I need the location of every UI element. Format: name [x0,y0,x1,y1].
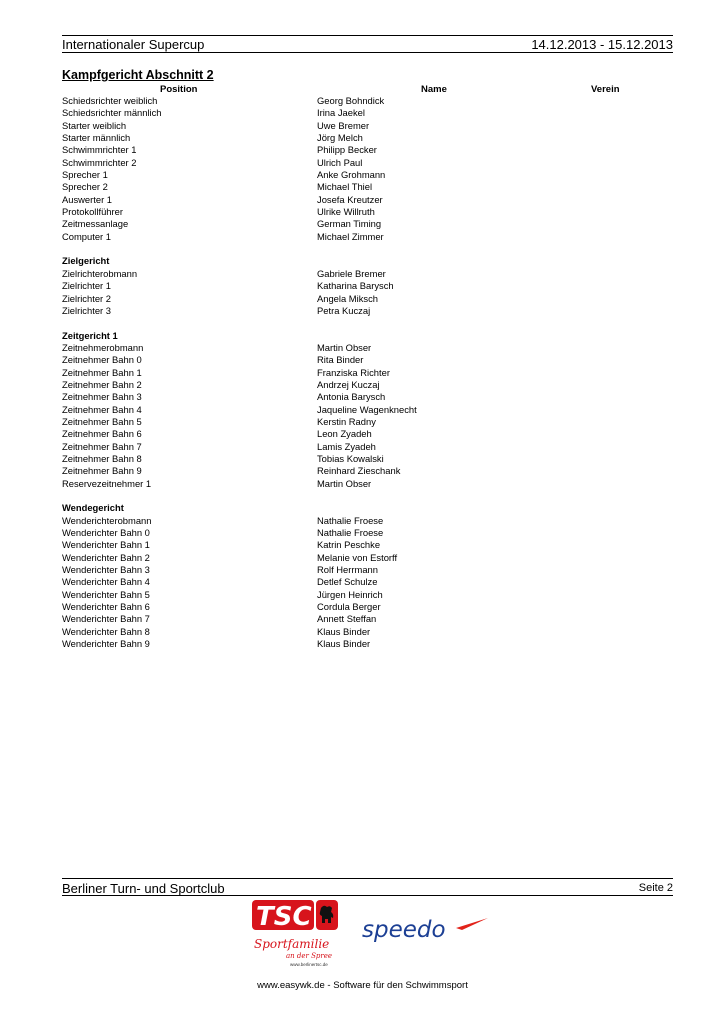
name-cell: Ulrike Willruth [317,206,375,218]
column-header-position: Position [160,84,198,95]
table-row [62,206,673,218]
name-cell: Michael Thiel [317,181,373,193]
position-cell: Starter männlich [62,132,131,144]
speedo-boomerang-icon [456,918,488,930]
position-cell: Protokollführer [62,206,123,218]
position-cell: Schwimmrichter 1 [62,144,137,156]
table-row [62,515,673,527]
name-cell: Nathalie Froese [317,514,384,526]
section-title: Kampfgericht Abschnitt 2 [62,68,214,82]
tsc-slogan-line1: Sportfamilie [254,937,330,951]
table-row [62,169,673,181]
table-row [62,120,673,132]
table-row [62,157,673,169]
table-row [62,268,673,280]
name-cell: Leon Zyadeh [317,428,372,440]
name-cell: Klaus Binder [317,625,371,637]
position-cell: Schiedsrichter männlich [62,107,162,119]
sponsor-logos [252,898,492,970]
header-rule-top [62,35,673,36]
name-cell: German Timing [317,218,382,230]
header-rule-bottom [62,52,673,53]
position-cell: Wenderichter Bahn 6 [62,601,150,613]
table-row [62,552,673,564]
table-row [62,379,673,391]
tsc-url: www.berlinertsc.de [290,962,328,967]
position-cell: Wenderichter Bahn 9 [62,638,150,650]
table-row [62,638,673,650]
name-cell: Annett Steffan [317,613,377,625]
tsc-slogan-line2: an der Spree [286,952,333,960]
position-cell: Zeitnehmer Bahn 5 [62,415,142,427]
position-cell: Schiedsrichter weiblich [62,95,158,106]
position-cell: Zeitnehmer Bahn 4 [62,403,142,415]
table-row [62,441,673,453]
name-cell: Jörg Melch [317,132,363,144]
name-cell: Nathalie Froese [317,527,384,539]
position-cell: Auswerter 1 [62,193,113,205]
name-cell: Kerstin Radny [317,415,376,427]
name-cell: Michael Zimmer [317,230,384,242]
name-cell: Anke Grohmann [317,169,386,181]
group-heading: Wendegericht [62,502,124,514]
table-row [62,354,673,366]
speedo-logo [362,917,488,943]
position-cell: Wenderichter Bahn 0 [62,527,150,539]
table-row [62,428,673,440]
table-row [62,453,673,465]
position-cell: Zeitnehmer Bahn 1 [62,366,142,378]
footer-rule-bottom [62,895,673,896]
spacer-row [62,317,673,329]
position-cell: Sprecher 2 [62,181,108,193]
position-cell: Zeitnehmer Bahn 0 [62,354,142,366]
name-cell: Melanie von Estorff [317,551,398,563]
position-cell: Wenderichter Bahn 2 [62,551,150,563]
table-row [62,465,673,477]
table-row [62,231,673,243]
table-row [62,107,673,119]
position-cell: Zeitnehmerobmann [62,341,144,353]
group-heading-row [62,502,673,514]
name-cell: Philipp Becker [317,144,377,156]
name-cell: Katrin Peschke [317,539,381,551]
table-row [62,367,673,379]
event-date-range: 14.12.2013 - 15.12.2013 [531,37,673,52]
table-row [62,293,673,305]
name-cell: Jürgen Heinrich [317,588,383,600]
position-cell: Zeitnehmer Bahn 3 [62,391,142,403]
name-cell: Andrzej Kuczaj [317,378,380,390]
position-cell: Zeitnehmer Bahn 2 [62,378,142,390]
name-cell: Antonia Barysch [317,391,386,403]
group-heading: Zielgericht [62,255,110,267]
table-row [62,404,673,416]
position-cell: Zielrichter 2 [62,292,111,304]
table-row [62,576,673,588]
name-cell: Angela Miksch [317,292,378,304]
group-heading: Zeitgericht 1 [62,329,118,341]
table-row [62,305,673,317]
tsc-logo [252,900,338,967]
position-cell: Zielrichter 3 [62,304,111,316]
footer-rule-top [62,878,673,879]
position-cell: Wenderichter Bahn 8 [62,625,150,637]
table-row [62,132,673,144]
name-cell: Rolf Herrmann [317,564,378,576]
table-row [62,527,673,539]
name-cell: Jaqueline Wagenknecht [317,403,417,415]
table-row [62,181,673,193]
table-row [62,601,673,613]
table-row [62,539,673,551]
name-cell: Reinhard Zieschank [317,465,401,477]
table-row [62,218,673,230]
name-cell: Uwe Bremer [317,119,370,131]
column-header-verein: Verein [591,84,620,95]
footer-page-number: Seite 2 [638,882,673,894]
table-row [62,342,673,354]
tsc-logo-text: TSC [256,902,312,932]
position-cell: Reservezeitnehmer 1 [62,477,152,489]
position-cell: Sprecher 1 [62,169,108,181]
group-heading-row [62,330,673,342]
name-cell: Petra Kuczaj [317,304,371,316]
position-cell: Wenderichter Bahn 4 [62,576,150,588]
name-cell: Cordula Berger [317,601,381,613]
event-title: Internationaler Supercup [62,37,205,52]
position-cell: Zeitnehmer Bahn 7 [62,440,142,452]
position-cell: Zielrichterobmann [62,267,138,279]
position-cell: Zeitmessanlage [62,218,129,230]
position-cell: Computer 1 [62,230,111,242]
name-cell: Detlef Schulze [317,576,378,588]
table-row [62,478,673,490]
spacer-row [62,490,673,502]
name-cell: Josefa Kreutzer [317,193,383,205]
name-cell: Tobias Kowalski [317,452,384,464]
column-header-name: Name [421,84,447,95]
position-cell: Wenderichter Bahn 3 [62,564,150,576]
position-cell: Wenderichter Bahn 7 [62,613,150,625]
speedo-wordmark: speedo [362,917,446,943]
table-row [62,589,673,601]
official-list [62,95,673,650]
position-cell: Wenderichter Bahn 1 [62,539,150,551]
name-cell: Ulrich Paul [317,156,363,168]
name-cell: Lamis Zyadeh [317,440,376,452]
table-row [62,391,673,403]
name-cell: Irina Jaekel [317,107,365,119]
spacer-row [62,243,673,255]
position-cell: Wenderichterobmann [62,514,152,526]
name-cell: Franziska Richter [317,366,390,378]
footer-website: www.easywk.de - Software für den Schwimmsport [257,980,468,991]
name-cell: Martin Obser [317,341,372,353]
group-heading-row [62,255,673,267]
table-row [62,144,673,156]
position-cell: Zeitnehmer Bahn 6 [62,428,142,440]
name-cell: Gabriele Bremer [317,267,386,279]
table-row [62,194,673,206]
position-cell: Zeitnehmer Bahn 9 [62,465,142,477]
table-row [62,613,673,625]
footer-club-name: Berliner Turn- und Sportclub [62,881,225,896]
table-row [62,564,673,576]
position-cell: Zielrichter 1 [62,280,111,292]
table-row [62,95,673,107]
position-cell: Zeitnehmer Bahn 8 [62,452,142,464]
table-row [62,416,673,428]
name-cell: Klaus Binder [317,638,371,650]
position-cell: Wenderichter Bahn 5 [62,588,150,600]
table-row [62,626,673,638]
name-cell: Martin Obser [317,477,372,489]
name-cell: Rita Binder [317,354,364,366]
name-cell: Georg Bohndick [317,95,385,106]
table-row [62,280,673,292]
position-cell: Starter weiblich [62,119,127,131]
name-cell: Katharina Barysch [317,280,394,292]
position-cell: Schwimmrichter 2 [62,156,137,168]
